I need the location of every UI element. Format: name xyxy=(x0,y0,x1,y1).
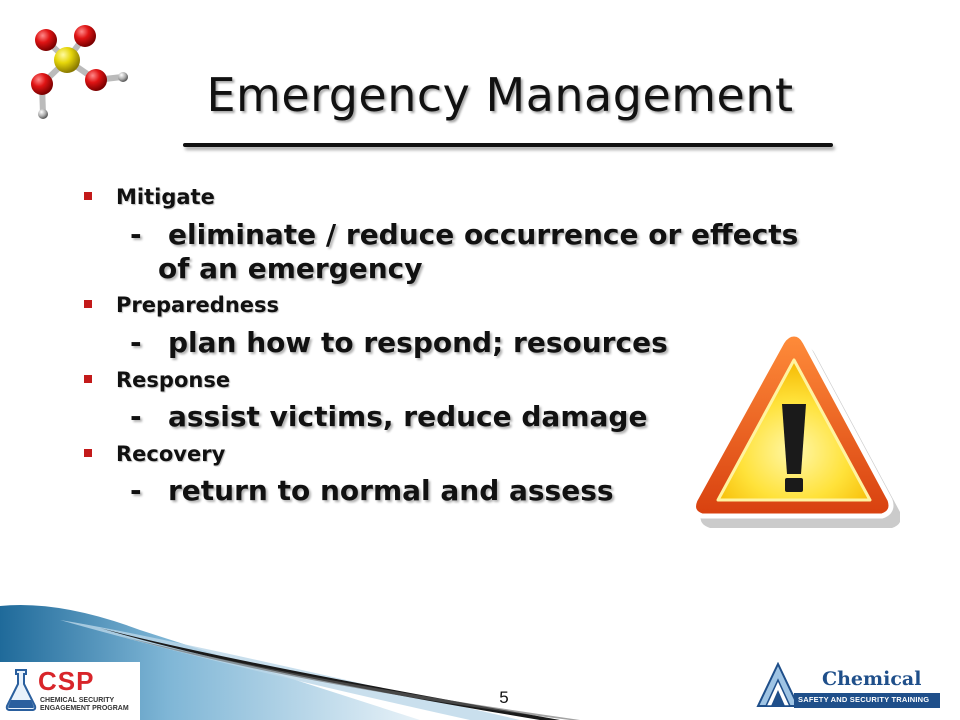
csp-logo-subtitle xyxy=(40,697,129,713)
bullet-detail-text: of an emergency xyxy=(158,252,423,285)
dash-marker: - xyxy=(130,474,142,507)
chemical-logo-tagline: SAFETY AND SECURITY TRAINING xyxy=(798,695,930,704)
bullet-response xyxy=(116,368,230,392)
csp-logo-line2: ENGAGEMENT PROGRAM xyxy=(40,705,129,712)
bullet-heading: Preparedness xyxy=(116,293,280,317)
csp-logo-line1: CHEMICAL SECURITY xyxy=(40,697,115,704)
page-number: 5 xyxy=(499,688,509,707)
bullet-heading: Mitigate xyxy=(116,185,215,209)
bullet-detail-text: return to normal and assess xyxy=(168,474,614,507)
bullet-mitigate xyxy=(116,185,215,209)
csp-logo-text: CSP xyxy=(38,666,95,696)
bullet-detail xyxy=(130,400,648,434)
bullet-square-icon xyxy=(84,192,92,200)
bullet-heading: Response xyxy=(116,368,231,392)
bullet-detail-text: assist victims, reduce damage xyxy=(168,400,648,433)
bullet-detail xyxy=(130,326,668,360)
dash-marker: - xyxy=(130,400,142,433)
flask-icon xyxy=(5,668,37,712)
chemical-logo-text: Chemical xyxy=(822,668,922,690)
bullet-square-icon xyxy=(84,449,92,457)
bullet-heading: Recovery xyxy=(116,442,226,466)
bullet-preparedness xyxy=(116,293,279,317)
bullet-detail-continued xyxy=(158,252,423,286)
dash-marker: - xyxy=(130,218,142,251)
bullet-square-icon xyxy=(84,300,92,308)
bullet-square-icon xyxy=(84,375,92,383)
bullet-recovery xyxy=(116,442,225,466)
dash-marker: - xyxy=(130,326,142,359)
bullet-detail xyxy=(130,474,614,508)
bullet-detail xyxy=(130,218,799,252)
bullet-detail-text: plan how to respond; resources xyxy=(168,326,668,359)
slide-title: Emergency Management xyxy=(206,68,794,122)
warning-triangle-icon xyxy=(690,326,900,536)
bullet-detail-text: eliminate / reduce occurrence or effects xyxy=(168,218,799,251)
